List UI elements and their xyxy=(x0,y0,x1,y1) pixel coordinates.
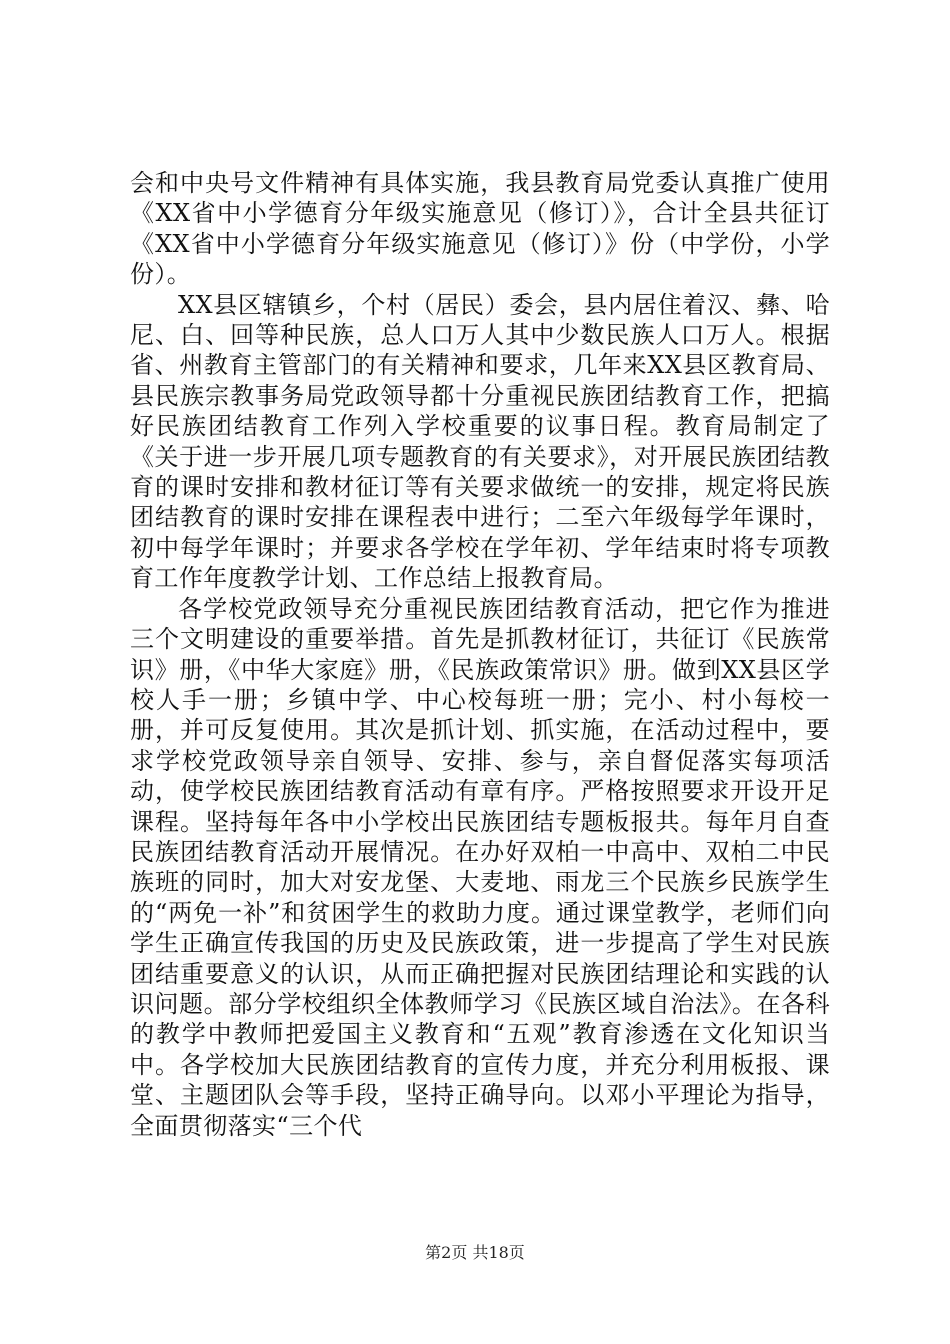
page-number-footer: 第2页 共18页 xyxy=(425,1243,525,1262)
paragraph-1: 会和中央号文件精神有具体实施，我县教育局党委认真推广使用《XX省中小学德育分年级实施意见（修订）》，合计全县共征订《XX省中小学德育分年级实施意见（修订）》份（中学份，小学份）。 xyxy=(130,169,830,289)
paragraph-2: XX县区辖镇乡，个村（居民）委会，县内居住着汉、彝、哈尼、白、回等种民族，总人口万人其中少数民族人口万人。根据省、州教育主管部门的有关精神和要求，几年来XX县区教育局、县民族宗教事务局党政领导都十分重视民族团结教育工作，把搞好民族团结教育工作列入学校重要的议事日程。教育局制定了《关于进一步开展几项专题教育的有关要求》，对开展民族团结教育的课时安排和教材征订等有关要求做统一的安排，规定将民族团结教育的课时安排在课程表中进行；二至六年级每学年课时，初中每学年课时；并要求各学校在学年初、学年结束时将专项教育工作年度教学计划、工作总结上报教育局。 xyxy=(130,290,830,593)
document-body xyxy=(130,168,830,1141)
paragraph-3: 各学校党政领导充分重视民族团结教育活动，把它作为推进三个文明建设的重要举措。首先是抓教材征订，共征订《民族常识》册，《中华大家庭》册，《民族政策常识》册。做到XX县区学校人手一册；乡镇中学、中心校每班一册；完小、村小每校一册，并可反复使用。其次是抓计划、抓实施，在活动过程中，要求学校党政领导亲自领导、安排、参与，亲自督促落实每项活动，使学校民族团结教育活动有章有序。严格按照要求开设开足课程。坚持每年各中小学校出民族团结专题板报共。每年月自查民族团结教育活动开展情况。在办好双柏一中高中、双柏二中民族班的同时，加大对安龙堡、大麦地、雨龙三个民族乡民族学生的“两免一补”和贫困学生的救助力度。通过课堂教学，老师们向学生正确宣传我国的历史及民族政策，进一步提高了学生对民族团结重要意义的认识，从而正确把握对民族团结理论和实践的认识问题。部分学校组织全体教师学习《民族区域自治法》。在各科的教学中教师把爱国主义教育和“五观”教育渗透在文化知识当中。各学校加大民族团结教育的宣传力度，并充分利用板报、课堂、主题团队会等手段，坚持正确导向。以邓小平理论为指导，全面贯彻落实“三个代 xyxy=(130,594,830,1140)
